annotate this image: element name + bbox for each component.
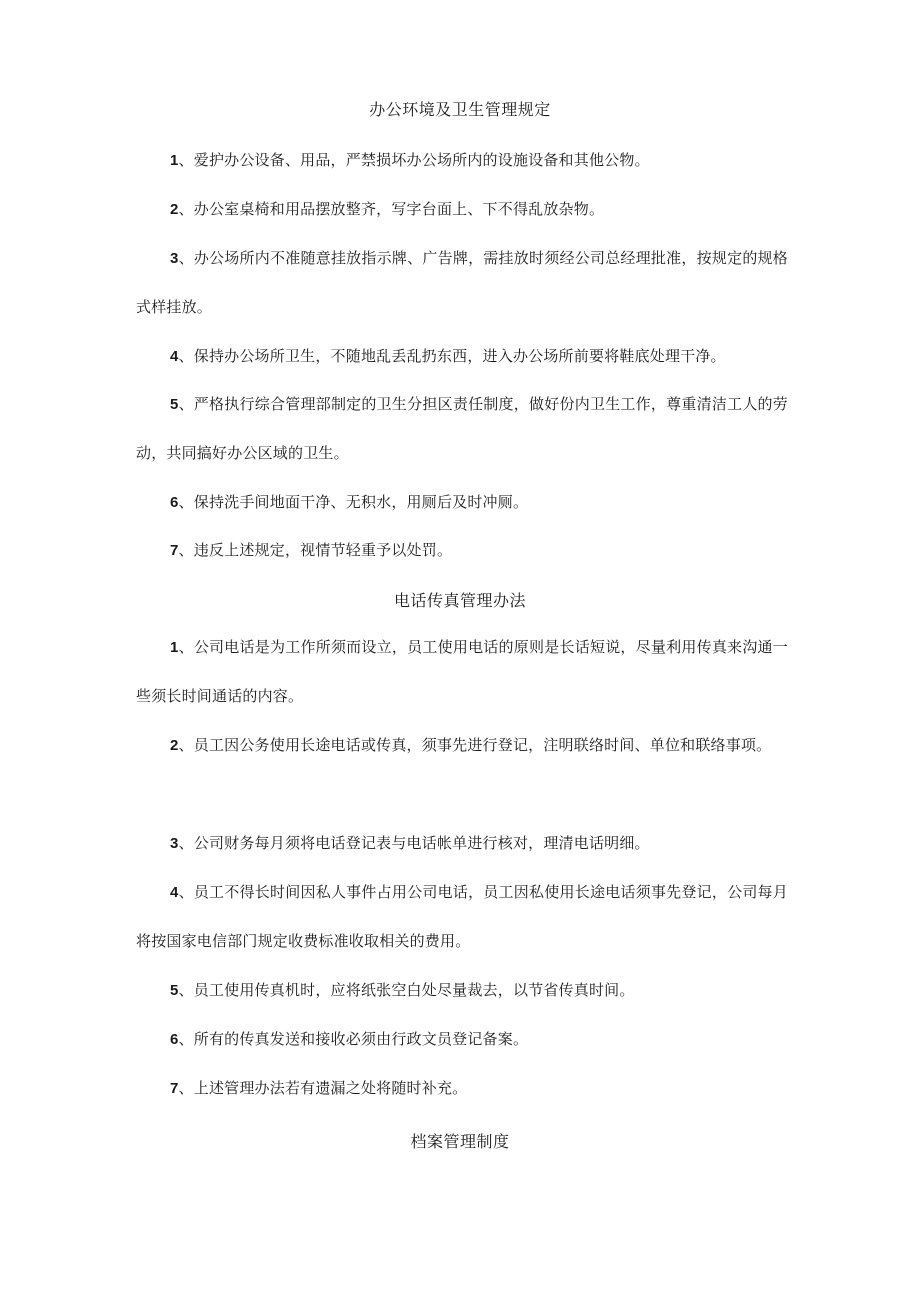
item-number: 3 [170,250,179,267]
item-text: 、上述管理办法若有遗漏之处将随时补充。 [178,1079,468,1097]
list-item [136,623,788,721]
list-item [136,526,788,575]
item-number: 7 [170,542,179,559]
section-title-office-hygiene: 办公环境及卫生管理规定 [369,100,551,119]
list-item [136,380,788,478]
list-item [136,185,788,234]
item-number: 1 [170,152,179,169]
item-text: 、违反上述规定，视情节轻重予以处罚。 [178,541,453,559]
item-text: 、爱护办公设备、用品，严禁损坏办公场所内的设施设备和其他公物。 [178,151,650,169]
item-number: 2 [170,737,179,754]
item-number: 6 [170,494,179,511]
section-title-phone-fax: 电话传真管理办法 [393,591,526,610]
item-text: 、办公室桌椅和用品摆放整齐，写字台面上、下不得乱放杂物。 [178,200,605,218]
item-text: 、员工因公务使用长途电话或传真，须事先进行登记，注明联络时间、单位和联络事项。 [178,736,772,754]
list-item [136,1064,788,1113]
item-text: 、办公场所内不准随意挂放指示牌、广告牌，需挂放时须经公司总经理批准，按规定的规格式样挂放。 [136,249,788,316]
list-item [136,1015,788,1064]
item-text: 、员工不得长时间因私人事件占用公司电话，员工因私使用长途电话须事先登记，公司每月将按国家电信部门规定收费标准收取相关的费用。 [136,883,788,950]
list-item [136,721,788,770]
list-item [136,478,788,527]
item-text: 、保持洗手间地面干净、无积水，用厕后及时冲厕。 [178,493,529,511]
item-number: 5 [170,396,179,413]
list-item [136,966,788,1015]
item-text: 、保持办公场所卫生，不随地乱丢乱扔东西，进入办公场所前要将鞋底处理干净。 [178,347,726,365]
item-number: 5 [170,982,179,999]
item-text: 、严格执行综合管理部制定的卫生分担区责任制度，做好份内卫生工作，尊重清洁工人的劳动，共同搞好办公区域的卫生。 [136,395,788,462]
item-text: 、公司电话是为工作所须而设立，员工使用电话的原则是长话短说，尽量利用传真来沟通一些须长时间通话的内容。 [136,638,788,705]
item-number: 4 [170,884,179,901]
item-text: 、员工使用传真机时，应将纸张空白处尽量裁去，以节省传真时间。 [178,981,635,999]
item-number: 2 [170,201,179,218]
item-text: 、所有的传真发送和接收必须由行政文员登记备案。 [178,1030,529,1048]
item-number: 3 [170,835,179,852]
list-item [136,234,788,332]
item-number: 1 [170,639,179,656]
list-item [136,332,788,381]
list-item [136,819,788,868]
list-item [136,868,788,966]
item-text: 、公司财务每月须将电话登记表与电话帐单进行核对，理清电话明细。 [178,834,650,852]
item-number: 4 [170,348,179,365]
item-number: 7 [170,1080,179,1097]
section-title-archive: 档案管理制度 [410,1132,510,1151]
list-item [136,136,788,185]
item-number: 6 [170,1031,179,1048]
